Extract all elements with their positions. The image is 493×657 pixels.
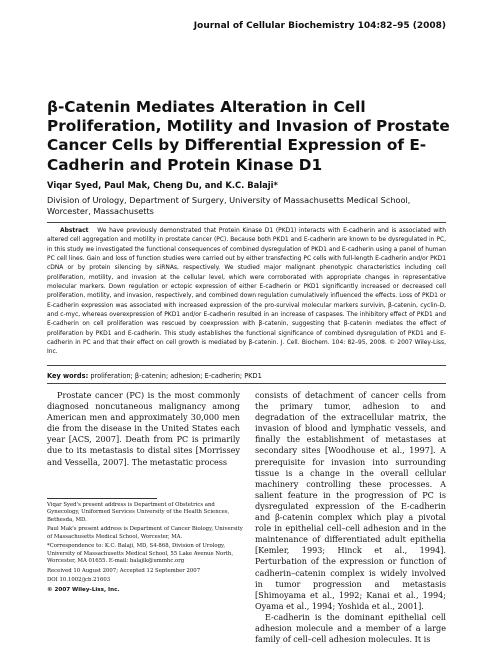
body-paragraph: Prostate cancer (PC) is the most commonly diagnosed noncutaneous malignancy among American men and approximately 30,000 men die from the disease in the United States each year [ACS, 2007]. Death from PC is primarily due to its metastasis to distal sites [Morrissey and Vessella, 2007]. The metastatic process — [47, 390, 240, 467]
author-list: Viqar Syed, Paul Mak, Cheng Du, and K.C. Balaji* — [47, 180, 278, 190]
footnotes — [47, 502, 243, 597]
keywords — [47, 372, 446, 380]
footnote: *Correspondence to: K.C. Balaji, MD, S4-868, Division of Urology, University of Massachusetts Medical School, 55 Lake Avenue North, Worcester, MA 01655. E-mail: balajik@ummhc.org — [47, 543, 234, 565]
affiliation: Division of Urology, Department of Surgery, University of Massachusetts Medical School, Worcester, Massachusetts — [47, 195, 411, 216]
abstract — [47, 226, 446, 357]
footnote-rule — [47, 498, 157, 499]
footnote: Paul Mak's present address is Department of Cancer Biology, University of Massachusetts Medical School, Worcester, MA. — [47, 526, 243, 540]
abstract-text: We have previously demonstrated that Protein Kinase D1 (PKD1) interacts with E-cadherin and is associated with altered cell aggregation and motility in prostate cancer (PC). Because both PKD1 and E-cadherin are known to be dysregulated in PC, in this study we investigated the functional consequences of combined dysregulation of PKD1 and E-cadherin using a panel of human PC cell lines. Gain and loss of function studies were carried out by either transfecting PC cells with full-length E-cadherin and/or PKD1 cDNA or by protein silencing by siRNAs, respectively. We studied major malignant phenotypic characteristics including cell proliferation, motility, and invasion at the cellular level, which were corroborated with appropriate changes in representative molecular markers. Down regulation or ectopic expression of either E-cadherin or PKD1 significantly increased or decreased cell proliferation, motility, and invasion, respectively, and combined down regulation cumulatively influenced the effects. Loss of PKD1 or E-cadherin expression was associated with increased expression of the pro-survival molecular markers survivin, β-catenin, cyclin-D, and c-myc, whereas overexpression of PKD1 and/or E-cadherin resulted in an increase of caspases. The inhibitory effect of PKD1 and E-cadherin on cell proliferation was rescued by coexpression with β-catenin, suggesting that β-catenin mediates the effect of proliferation by PKD1 and E-cadherin. This study establishes the functional significance of combined dysregulation of PKD1 and E-cadherin in PC and that their effect on cell growth is mediated by β-catenin. J. Cell. Biochem. 104: 82–95, 2008. — [47, 227, 447, 347]
article-title: β-Catenin Mediates Alteration in Cell Proliferation, Motility and Invasion of Prostate Cancer Cells by Differential Expression of E-Cadherin and Protein Kinase D1 — [47, 98, 450, 174]
footnote: Viqar Syed's present address is Department of Obstetrics and Gynecology, Uniformed Services University of the Health Sciences, Bethesda, MD. — [47, 502, 230, 523]
keywords-list: proliferation; β-catenin; adhesion; E-cadherin; PKD1 — [90, 372, 262, 380]
abstract-top-rule — [47, 222, 446, 223]
footnote: Received 10 August 2007; Accepted 12 September 2007 — [47, 567, 201, 574]
right-column — [255, 390, 446, 645]
footnote-copyright: © 2007 Wiley-Liss, Inc. — [47, 587, 120, 593]
keywords-rule — [47, 383, 446, 384]
abstract-copyright: © 2007 Wiley-Liss, Inc. — [47, 339, 446, 356]
left-column — [47, 390, 240, 468]
body-paragraph: consists of detachment of cancer cells from the primary tumor, adhesion to and degradation of the extracellular matrix, the invasion of blood and lymphatic vessels, and finally the establishment of metastases at secondary sites [Woodhouse et al., 1997]. A prerequisite for invasion into surrounding tissue is a change in the overall cellular machinery controlling these processes. A salient feature in the progression of PC is dysregulated expression of the E-cadherin and β-catenin complex which play a pivotal role in epithelial cell–cell adhesion and in the maintenance of differentiated adult epithelia [Kemler, 1993; Hinck et al., 1994]. Perturbation of the expression or function of cadherin–catenin complex is widely involved in tumor progression and metastasis [Shimoyama et al., 1992; Kanai et al., 1994; Oyama et al., 1994; Yoshida et al., 2001]. — [255, 390, 446, 611]
abstract-bottom-rule — [47, 365, 446, 366]
body-paragraph: E-cadherin is the dominant epithelial cell adhesion molecule and a member of a large family of cell–cell adhesion molecules. It is — [255, 611, 446, 645]
keywords-label: Key words: — [47, 372, 89, 380]
journal-header: Journal of Cellular Biochemistry 104:82–95 (2008) — [193, 21, 446, 31]
footnote: DOI 10.1002/jcb.21603 — [47, 577, 111, 584]
abstract-label: Abstract — [60, 227, 89, 234]
